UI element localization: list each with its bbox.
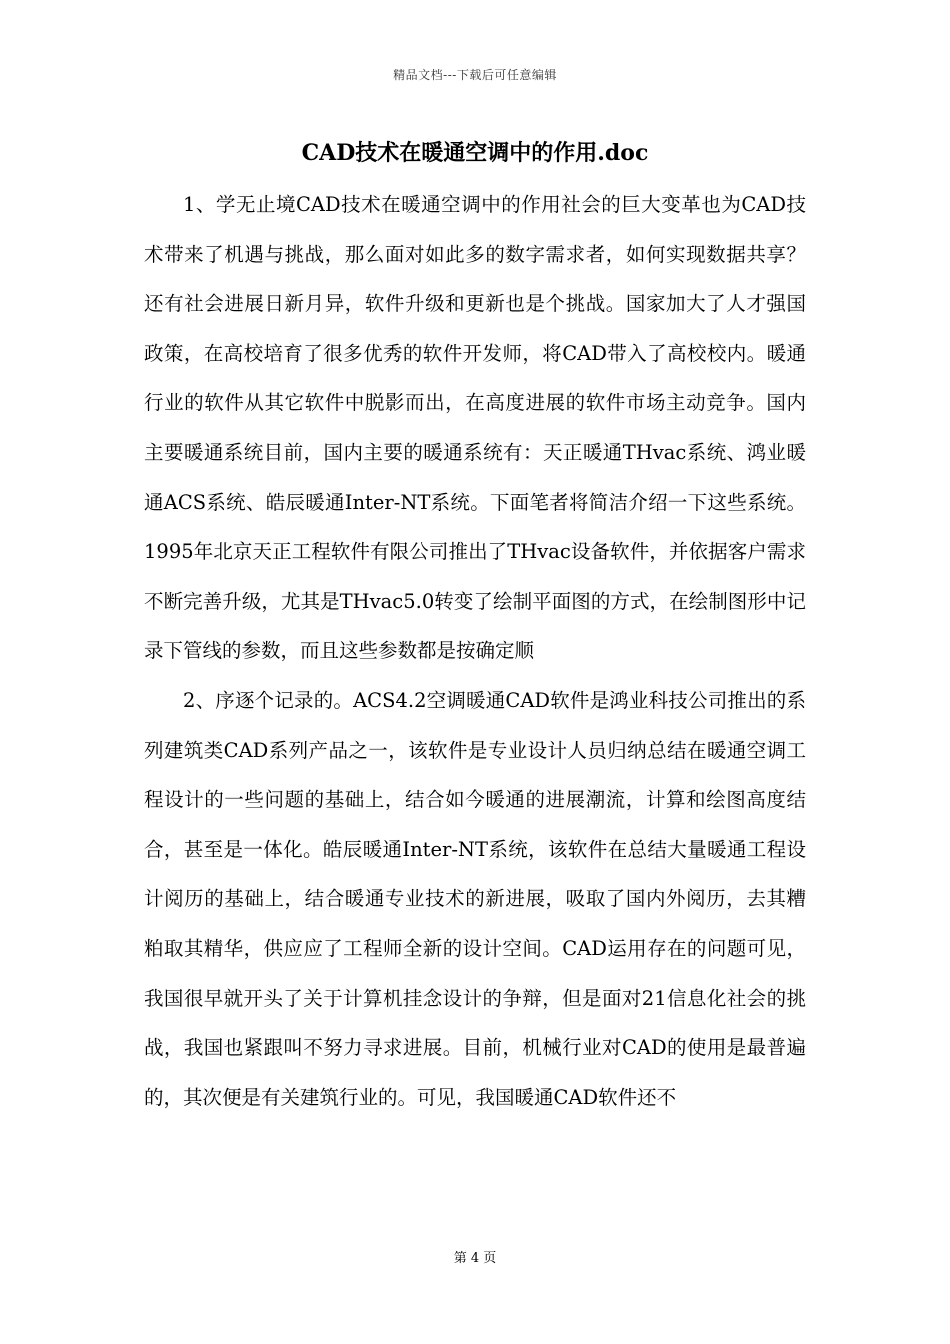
paragraph-1: 1、学无止境CAD技术在暖通空调中的作用社会的巨大变革也为CAD技术带来了机遇与挑战，那么面对如此多的数字需求者，如何实现数据共享？还有社会进展日新月异，软件升级和更新也是个挑战。国家加大了人才强国政策，在高校培育了很多优秀的软件开发师，将CAD带入了高校校内。暖通行业的软件从其它软件中脱影而出，在高度进展的软件市场主动竞争。国内主要暖通系统目前，国内主要的暖通系统有：天正暖通THvac系统、鸿业暖通ACS系统、皓辰暖通Inter-NT系统。下面笔者将简洁介绍一下这些系统。1995年北京天正工程软件有限公司推出了THvac设备软件，并依据客户需求不断完善升级，尤其是THvac5.0转变了绘制平面图的方式，在绘制图形中记录下管线的参数，而且这些参数都是按确定顺 <box>144 193 806 663</box>
document-body <box>144 180 806 1122</box>
page-number: 第 4 页 <box>453 1251 497 1266</box>
page-header: 精品文档---下载后可任意编辑 <box>393 68 557 82</box>
document-title: CAD技术在暖通空调中的作用.doc <box>301 140 649 166</box>
paragraph-2: 2、序逐个记录的。ACS4.2空调暖通CAD软件是鸿业科技公司推出的系列建筑类CAD系列产品之一，该软件是专业设计人员归纳总结在暖通空调工程设计的一些问题的基础上，结合如今暖通的进展潮流，计算和绘图高度结合，甚至是一体化。皓辰暖通Inter-NT系统，该软件在总结大量暖通工程设计阅历的基础上，结合暖通专业技术的新进展，吸取了国内外阅历，去其糟粕取其精华，供应应了工程师全新的设计空间。CAD运用存在的问题可见，我国很早就开头了关于计算机挂念设计的争辩，但是面对21信息化社会的挑战，我国也紧跟叫不努力寻求进展。目前，机械行业对CAD的使用是最普遍的，其次便是有关建筑行业的。可见，我国暖通CAD软件还不 <box>144 688 806 1109</box>
